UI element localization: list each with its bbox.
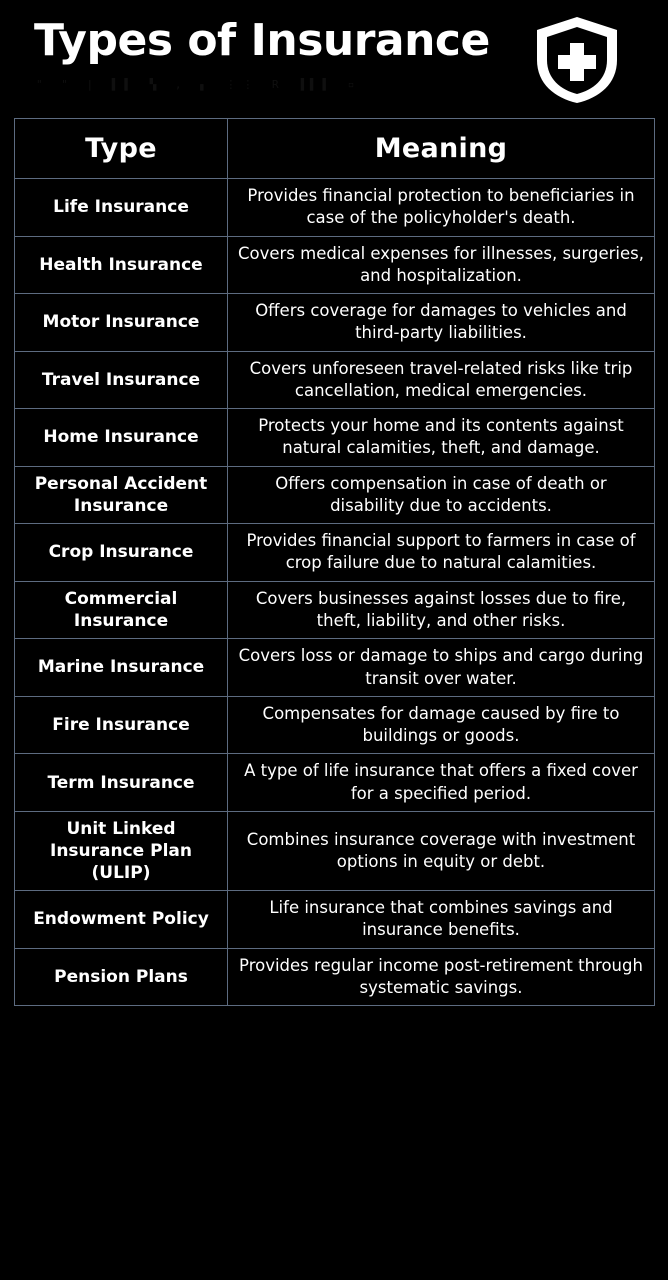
cell-type: Commercial Insurance bbox=[15, 581, 228, 639]
cell-type: Personal Accident Insurance bbox=[15, 466, 228, 524]
cell-meaning: Life insurance that combines savings and insurance benefits. bbox=[228, 891, 655, 949]
insurance-types-table bbox=[14, 118, 655, 1006]
table-row bbox=[15, 696, 655, 754]
cell-meaning: Combines insurance coverage with investment options in equity or debt. bbox=[228, 811, 655, 890]
table-row bbox=[15, 811, 655, 890]
table-row bbox=[15, 351, 655, 409]
table-header-row bbox=[15, 119, 655, 179]
cell-meaning: A type of life insurance that offers a fixed cover for a specified period. bbox=[228, 754, 655, 812]
table-row bbox=[15, 294, 655, 352]
table-row bbox=[15, 581, 655, 639]
cell-meaning: Covers medical expenses for illnesses, surgeries, and hospitalization. bbox=[228, 236, 655, 294]
cell-type: Crop Insurance bbox=[15, 524, 228, 582]
cell-type: Fire Insurance bbox=[15, 696, 228, 754]
cell-type: Pension Plans bbox=[15, 948, 228, 1006]
cell-meaning: Offers compensation in case of death or disability due to accidents. bbox=[228, 466, 655, 524]
cell-type: Term Insurance bbox=[15, 754, 228, 812]
cell-type: Health Insurance bbox=[15, 236, 228, 294]
column-header-meaning: Meaning bbox=[228, 119, 655, 179]
cell-meaning: Offers coverage for damages to vehicles and third-party liabilities. bbox=[228, 294, 655, 352]
cell-meaning: Provides financial support to farmers in case of crop failure due to natural calamities. bbox=[228, 524, 655, 582]
cell-meaning: Compensates for damage caused by fire to buildings or goods. bbox=[228, 696, 655, 754]
column-header-type: Type bbox=[15, 119, 228, 179]
table-row bbox=[15, 639, 655, 697]
cell-meaning: Protects your home and its contents against natural calamities, theft, and damage. bbox=[228, 409, 655, 467]
table-row bbox=[15, 466, 655, 524]
background-watermark: " " | ▌▌ ▚ , ▖ ⋮⋮ R ▐▌▌ ▫ bbox=[36, 78, 361, 91]
table-row bbox=[15, 179, 655, 237]
table-row bbox=[15, 524, 655, 582]
header bbox=[14, 0, 654, 118]
cell-meaning: Covers loss or damage to ships and cargo during transit over water. bbox=[228, 639, 655, 697]
cell-type: Marine Insurance bbox=[15, 639, 228, 697]
cell-type: Home Insurance bbox=[15, 409, 228, 467]
table-row bbox=[15, 948, 655, 1006]
cell-type: Unit Linked Insurance Plan (ULIP) bbox=[15, 811, 228, 890]
cell-meaning: Covers unforeseen travel-related risks like trip cancellation, medical emergencies. bbox=[228, 351, 655, 409]
cell-meaning: Provides regular income post-retirement through systematic savings. bbox=[228, 948, 655, 1006]
cell-type: Endowment Policy bbox=[15, 891, 228, 949]
table-row bbox=[15, 891, 655, 949]
cell-meaning: Provides financial protection to beneficiaries in case of the policyholder's death. bbox=[228, 179, 655, 237]
cell-type: Motor Insurance bbox=[15, 294, 228, 352]
table-row bbox=[15, 754, 655, 812]
table-row bbox=[15, 236, 655, 294]
cell-type: Travel Insurance bbox=[15, 351, 228, 409]
cell-type: Life Insurance bbox=[15, 179, 228, 237]
page-title: Types of Insurance bbox=[34, 15, 490, 66]
cell-meaning: Covers businesses against losses due to fire, theft, liability, and other risks. bbox=[228, 581, 655, 639]
table-row bbox=[15, 409, 655, 467]
shield-medical-icon bbox=[532, 0, 654, 110]
